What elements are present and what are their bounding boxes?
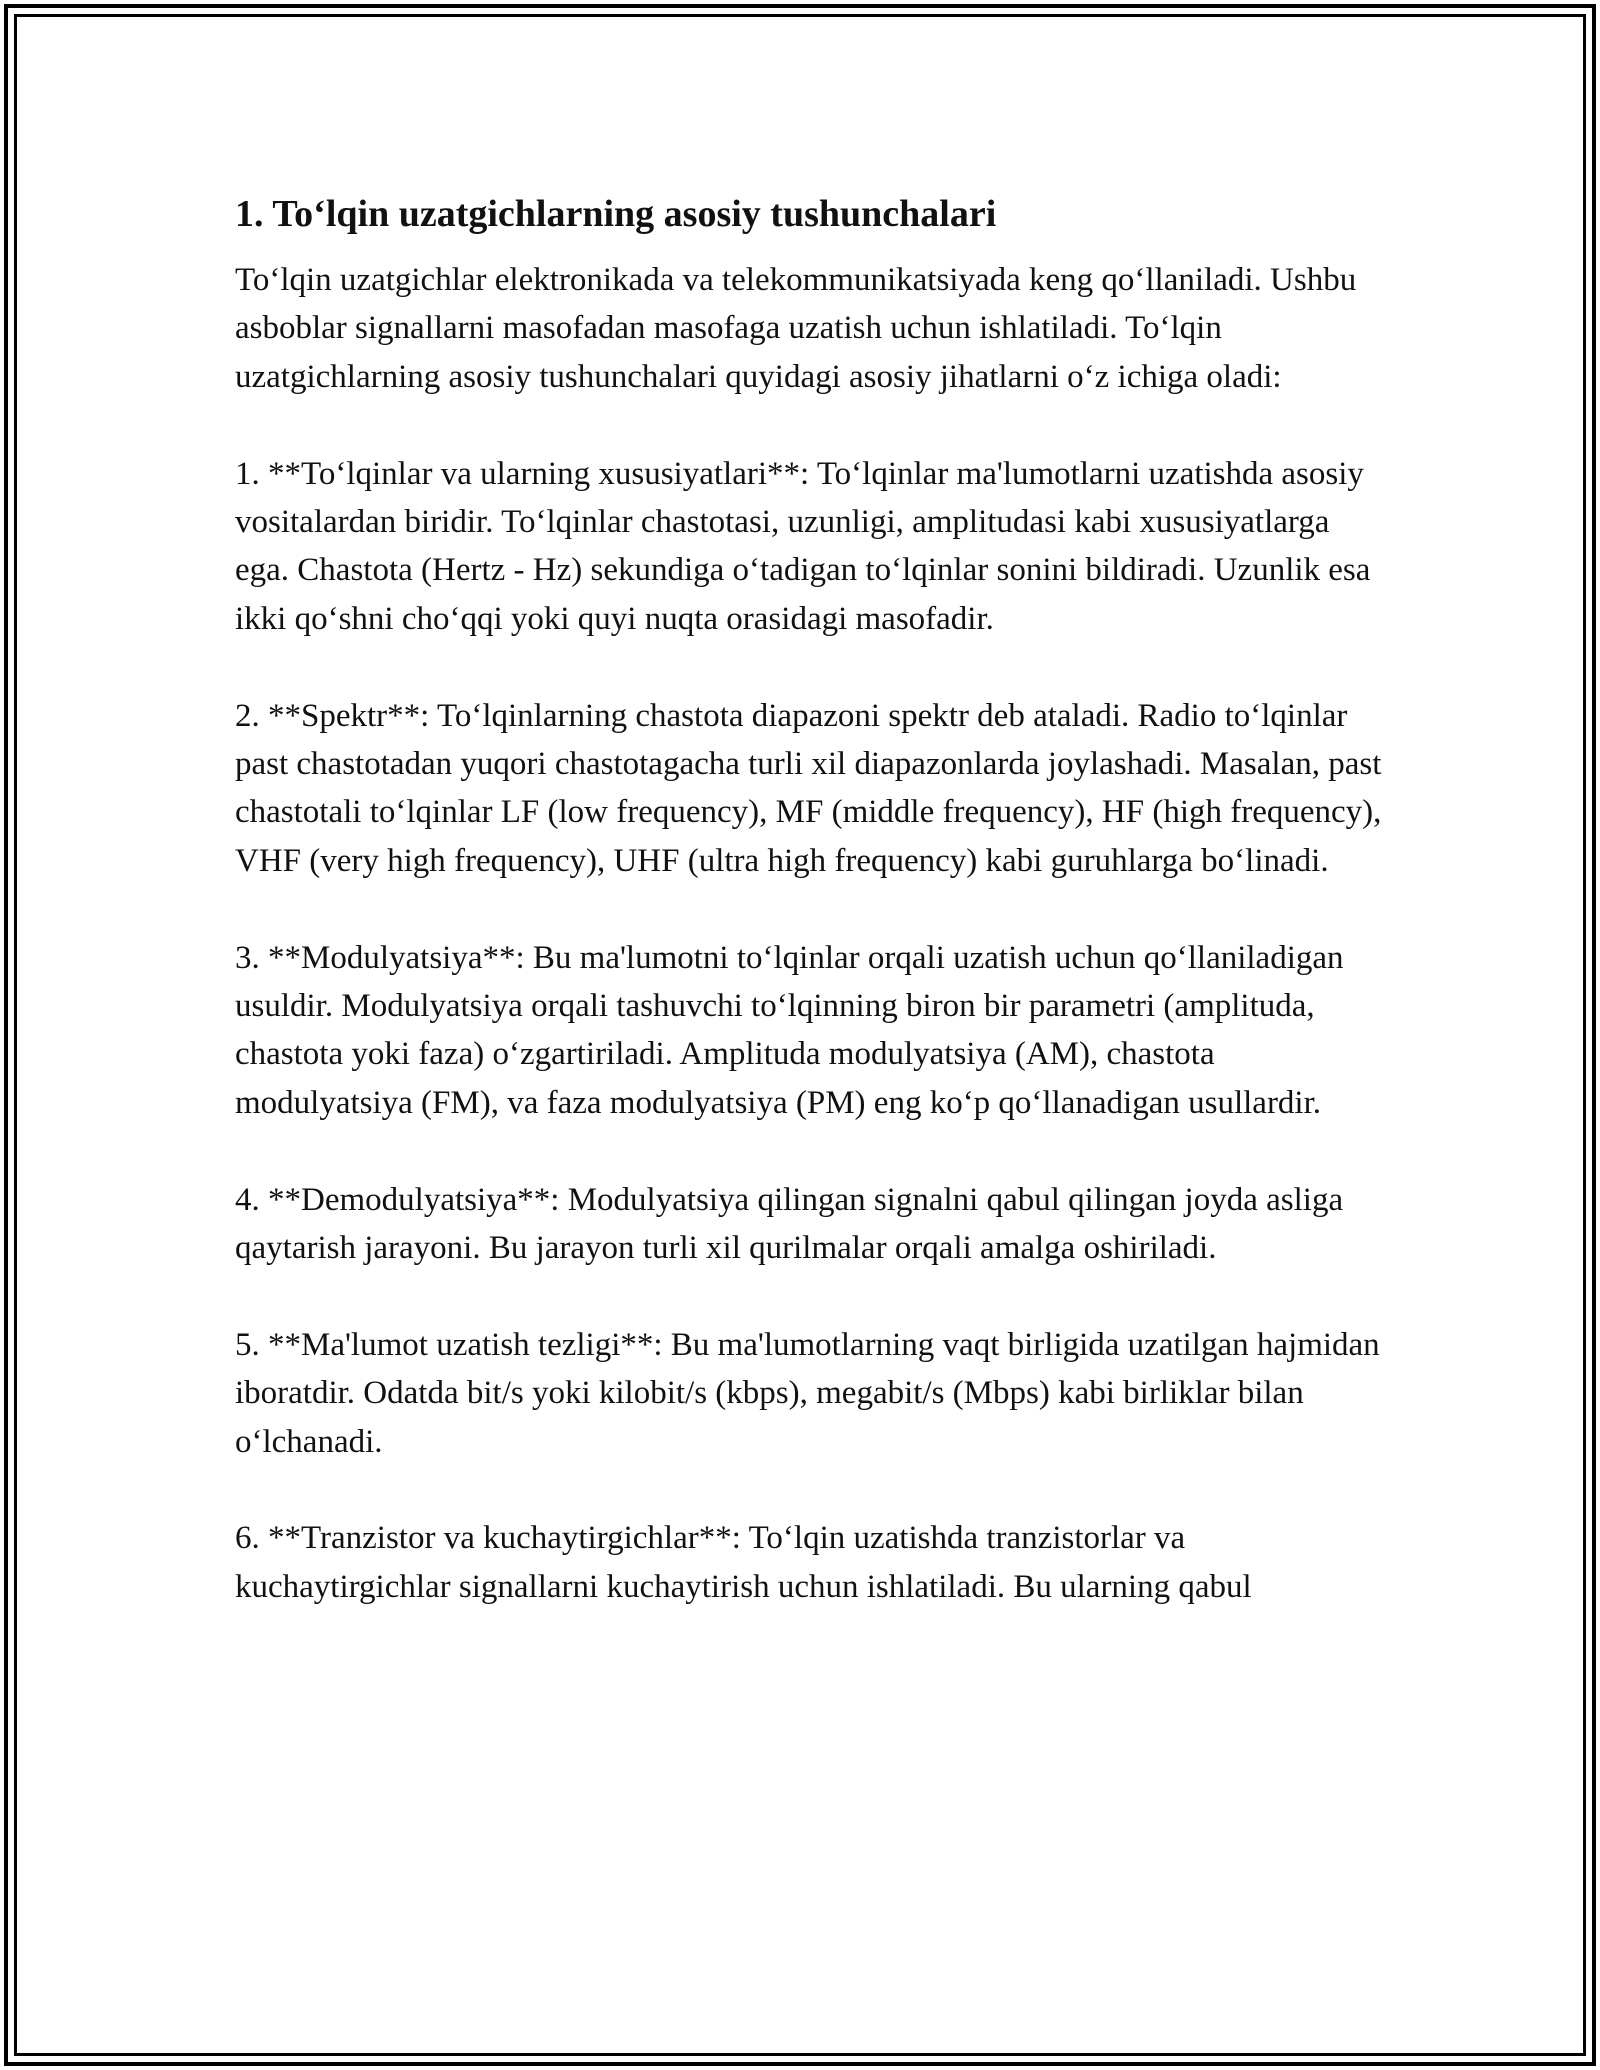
list-item-5: 5. **Ma'lumot uzatish tezligi**: Bu ma'lumotlarning vaqt birligida uzatilgan hajmidan iboratdir. Odatda bit/s yoki kilobit/s (kbps), megabit/s (Mbps) kabi birliklar bilan o‘lchanadi.	[235, 1326, 1380, 1460]
list-item-1: 1. **To‘lqinlar va ularning xususiyatlari**: To‘lqinlar ma'lumotlarni uzatishda asosiy vositalardan biridir. To‘lqinlar chastotasi, uzunligi, amplitudasi kabi xususiyatlarga ega. Chastota (Hertz - Hz) sekundiga o‘tadigan to‘lqinlar sonini bildiradi. Uzunlik esa ikki qo‘shni cho‘qqi yoki quyi nuqta orasidagi masofadir.	[235, 455, 1371, 637]
list-item-3: 3. **Modulyatsiya**: Bu ma'lumotni to‘lqinlar orqali uzatish uchun qo‘llaniladigan usuldir. Modulyatsiya orqali tashuvchi to‘lqinning biron bir parametri (amplituda, chastota yoki faza) o‘zgartiriladi. Amplituda modulyatsiya (AM), chastota modulyatsiya (FM), va faza modulyatsiya (PM) eng ko‘p qo‘llanadigan usullardir.	[235, 939, 1344, 1121]
list-item-6: 6. **Tranzistor va kuchaytirgichlar**: To‘lqin uzatishda tranzistorlar va kuchaytirgichlar signallarni kuchaytirish uchun ishlatiladi. Bu ularning qabul	[235, 1520, 1252, 1605]
intro-paragraph: To‘lqin uzatgichlar elektronikada va telekommunikatsiyada keng qo‘llaniladi. Ushbu asboblar signallarni masofadan masofaga uzatish uchun ishlatiladi. To‘lqin uzatgichlarning asosiy tushunchalari quyidagi asosiy jihatlarni o‘z ichiga oladi:	[235, 262, 1357, 395]
section-heading: 1. To‘lqin uzatgichlarning asosiy tushunchalari	[235, 193, 997, 235]
list-item-4: 4. **Demodulyatsiya**: Modulyatsiya qilingan signalni qabul qilingan joyda asliga qaytarish jarayoni. Bu jarayon turli xil qurilmalar orqali amalga oshiriladi.	[235, 1181, 1344, 1267]
document-body	[235, 186, 1385, 1660]
list-item-2: 2. **Spektr**: To‘lqinlarning chastota diapazoni spektr deb ataladi. Radio to‘lqinlar past chastotadan yuqori chastotagacha turli xil diapazonlarda joylashadi. Masalan, past chastotali to‘lqinlar LF (low frequency), MF (middle frequency), HF (high frequency), VHF (very high frequency), UHF (ultra high frequency) kabi guruhlarga bo‘linadi.	[235, 697, 1382, 879]
